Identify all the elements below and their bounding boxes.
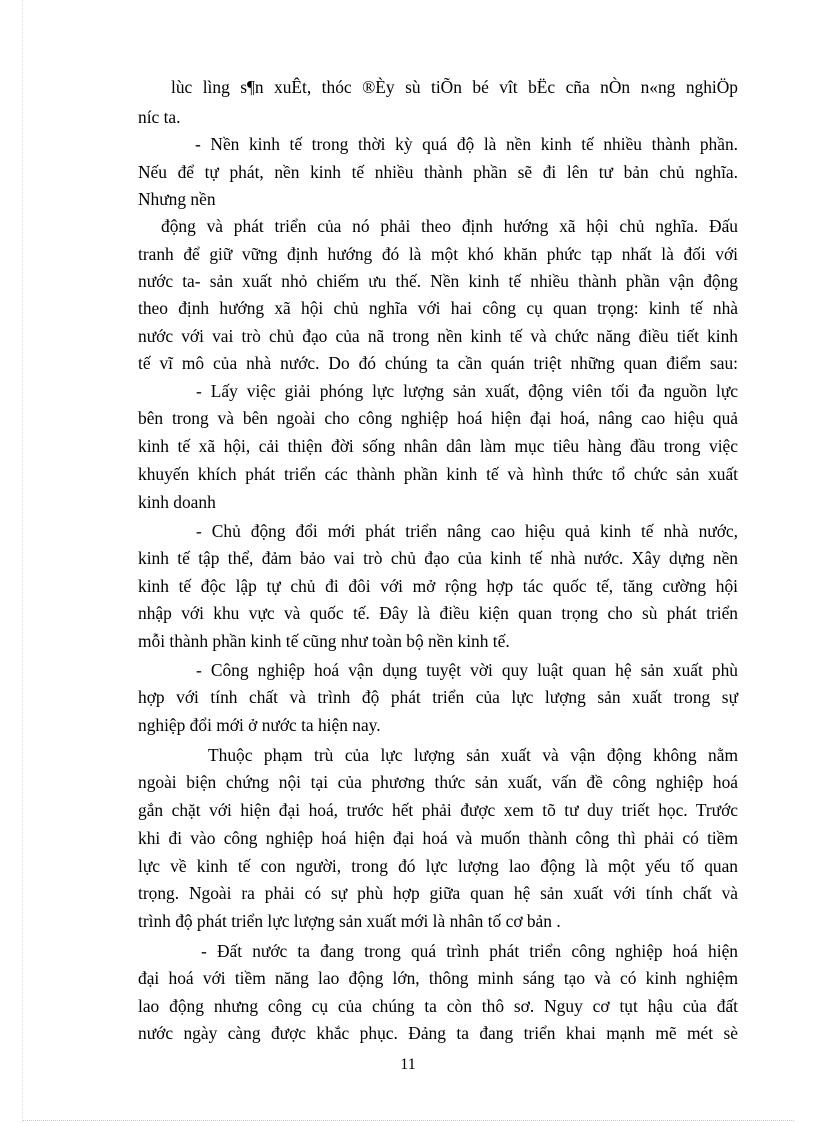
text-line: kinh tế tập thể, đảm bảo vai trò chủ đạo của kinh tế nhà nước. Xây dựng nền: [138, 548, 738, 568]
text-line: nhập với khu vực và quốc tế. Đây là điều kiện quan trọng cho sù phát triển: [138, 603, 738, 623]
text-line: khi đi vào công nghiệp hoá hiện đại hoá và muốn thành công thì phải có tiềm: [138, 828, 738, 848]
text-line: nước ta- sản xuất nhỏ chiếm ưu thế. Nền kinh tế nhiều thành phần vận động: [138, 271, 738, 291]
text-line: kinh doanh: [138, 492, 216, 512]
text-line: tranh để giữ vững định hướng đó là một khó khăn phức tạp nhất là đối với: [138, 244, 738, 264]
text-line: lùc lìng s¶n xuÊt, thóc ®Èy sù tiÕn bé vît bËc cña nÒn n«ng nghiÖp: [171, 77, 738, 97]
text-line: khuyến khích phát triển các thành phần kinh tế và hình thức tổ chức sản xuất: [138, 464, 738, 484]
page-bottom-border: [22, 1120, 794, 1121]
page-left-border: [22, 0, 23, 1123]
text-line: lao động nhưng công cụ của chúng ta còn thô sơ. Nguy cơ tụt hậu của đất: [138, 996, 738, 1016]
text-line: nước ngày càng được khắc phục. Đảng ta đang triển khai mạnh mẽ mét sè: [138, 1023, 738, 1043]
text-line: mỗi thành phần kinh tế cũng như toàn bộ nền kinh tế.: [138, 631, 510, 651]
text-line: theo định hướng xã hội chủ nghĩa với hai công cụ quan trọng: kinh tế nhà: [138, 298, 738, 318]
text-line: - Đất nước ta đang trong quá trình phát triển công nghiệp hoá hiện: [201, 941, 738, 961]
text-line: động và phát triển của nó phải theo định hướng xã hội chủ nghĩa. Đấu: [161, 216, 738, 236]
text-line: - Nền kinh tế trong thời kỳ quá độ là nền kinh tế nhiều thành phần.: [195, 134, 738, 154]
text-line: kinh tế độc lập tự chủ đi đôi với mở rộng hợp tác quốc tế, tăng cường hội: [138, 576, 738, 596]
text-line: kinh tế xã hội, cải thiện đời sống nhân dân làm mục tiêu hàng đầu trong việc: [138, 436, 738, 456]
text-line: Nhưng nền: [138, 189, 216, 209]
text-line: gắn chặt với hiện đại hoá, trước hết phải được xem tõ tư duy triết học. Trước: [138, 800, 738, 820]
text-line: ngoài biện chứng nội tại của phương thức sản xuất, vấn đề công nghiệp hoá: [138, 772, 738, 792]
text-line: bên trong và bên ngoài cho công nghiệp hoá hiện đại hoá, nâng cao hiệu quả: [138, 408, 738, 428]
text-line: níc ta.: [138, 107, 181, 127]
text-line: Thuộc phạm trù của lực lượng sản xuất và vận động không nằm: [208, 745, 738, 765]
text-line: Nếu để tự phát, nền kinh tế nhiều thành phần sẽ đi lên tư bản chủ nghĩa.: [138, 162, 738, 182]
text-line: tế vĩ mô của nhà nước. Do đó chúng ta cần quán triệt những quan điểm sau:: [138, 353, 738, 373]
text-line: - Công nghiệp hoá vận dụng tuyệt vời quy luật quan hệ sản xuất phù: [196, 660, 738, 680]
text-line: nghiệp đổi mới ở nước ta hiện nay.: [138, 715, 381, 735]
text-line: trình độ phát triển lực lượng sản xuất mới là nhân tố cơ bản .: [138, 911, 561, 931]
text-line: - Lấy việc giải phóng lực lượng sản xuất, động viên tối đa nguồn lực: [196, 381, 738, 401]
page-number: 11: [400, 1056, 416, 1073]
text-line: lực về kinh tế con người, trong đó lực lượng lao động là một yếu tố quan: [138, 856, 738, 876]
text-line: - Chủ động đổi mới phát triển nâng cao hiệu quả kinh tế nhà nước,: [196, 521, 738, 541]
text-line: hợp với tính chất và trình độ phát triển của lực lượng sản xuất trong sự: [138, 687, 738, 707]
text-line: đại hoá với tiềm năng lao động lớn, thông minh sáng tạo và có kinh nghiệm: [138, 968, 738, 988]
text-line: trọng. Ngoài ra phải có sự phù hợp giữa quan hệ sản xuất với tính chất và: [138, 883, 738, 903]
text-line: nước với vai trò chủ đạo của nã trong nền kinh tế và chức năng điều tiết kinh: [138, 326, 738, 346]
